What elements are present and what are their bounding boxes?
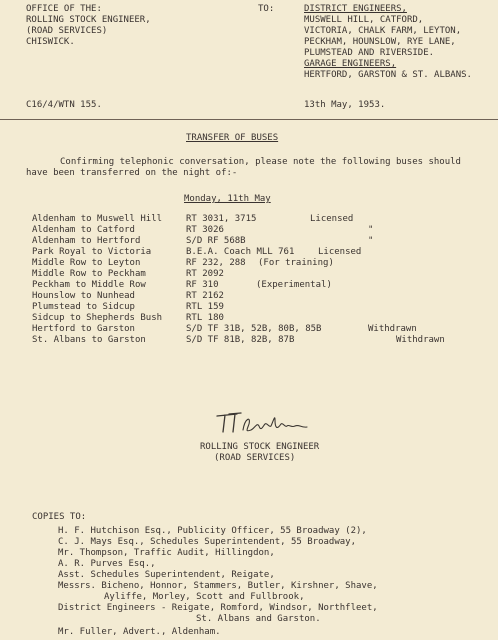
to-label: TO: [258,4,275,14]
transfer-remark: Withdrawn [396,335,445,345]
transfer-route: Park Royal to Victoria [32,247,152,257]
copy-recipient: C. J. Mays Esq., Schedules Superintendent, 55 Broadway, [58,537,357,547]
transfer-note: Licensed [310,214,354,224]
transfer-row [32,324,482,334]
transfer-route: Peckham to Middle Row [32,280,146,290]
transfer-buses: RF 310 [186,280,219,290]
from-line: CHISWICK. [26,37,75,47]
transfer-buses: S/D TF 81B, 82B, 87B [186,335,295,345]
ditto-mark: " [368,225,374,235]
transfer-route: Middle Row to Leyton [32,258,141,268]
memo-date: 13th May, 1953. [304,100,386,110]
transfer-row [32,225,482,235]
body-line: Confirming telephonic conversation, please note the following buses should [60,157,461,167]
transfer-buses: RT 3031, 3715 [186,214,257,224]
transfer-route: St. Albans to Garston [32,335,146,345]
transfer-buses: RT 2092 [186,269,224,279]
transfer-route: Aldenham to Catford [32,225,135,235]
transfer-note: (For training) [258,258,334,268]
copy-recipient: District Engineers - Reigate, Romford, Windsor, Northfleet, [58,603,378,613]
from-line: OFFICE OF THE: [26,4,102,14]
copy-recipient: Asst. Schedules Superintendent, Reigate, [58,570,275,580]
transfer-row [32,291,482,301]
ditto-mark: " [368,236,374,246]
copy-recipient: Mr. Thompson, Traffic Audit, Hillingdon, [58,548,275,558]
transfer-row [32,313,482,323]
transfer-route: Plumstead to Sidcup [32,302,135,312]
copy-recipient: H. F. Hutchison Esq., Publicity Officer, 55 Broadway (2), [58,526,367,536]
transfer-buses: S/D RF 568B [186,236,246,246]
from-line: (ROAD SERVICES) [26,26,108,36]
signatory-department: (ROAD SERVICES) [214,453,296,463]
transfer-route: Sidcup to Shepherds Bush [32,313,163,323]
transfer-row [32,302,482,312]
copies-label: COPIES TO: [32,512,87,522]
subject-heading: TRANSFER OF BUSES [186,133,279,143]
copy-recipient: A. R. Purves Esq., [58,559,156,569]
from-line: ROLLING STOCK ENGINEER, [26,15,151,25]
transfer-buses: RF 232, 288 [186,258,246,268]
copy-recipient: St. Albans and Garston. [196,614,321,624]
transfer-row [32,247,482,257]
header-divider [0,119,498,120]
to-line: PECKHAM, HOUNSLOW, RYE LANE, [304,37,456,47]
transfer-row [32,280,482,290]
transfer-route: Hertford to Garston [32,324,135,334]
transfer-route: Hounslow to Nunhead [32,291,135,301]
copy-recipient: Ayliffe, Morley, Scott and Fullbrook, [104,592,305,602]
copy-recipient: Messrs. Bicheno, Honnor, Stammers, Butler, Kirshner, Shave, [58,581,378,591]
transfer-buses: RT 2162 [186,291,224,301]
body-line: have been transferred on the night of:- [26,168,238,178]
copy-recipient: Mr. Fuller, Advert., Aldenham. [58,627,221,637]
transfer-row [32,214,482,224]
transfer-buses: B.E.A. Coach MLL 761 [186,247,295,257]
transfer-buses: RT 3026 [186,225,224,235]
transfer-route: Aldenham to Muswell Hill [32,214,163,224]
transfer-row [32,269,482,279]
transfer-buses: RTL 159 [186,302,224,312]
to-line: PLUMSTEAD AND RIVERSIDE. [304,48,435,58]
to-line-heading: GARAGE ENGINEERS, [304,59,397,69]
transfer-row [32,236,482,246]
date-heading: Monday, 11th May [184,194,271,204]
to-line: HERTFORD, GARSTON & ST. ALBANS. [304,70,472,80]
to-line-heading: DISTRICT ENGINEERS, [304,4,407,14]
transfer-route: Middle Row to Peckham [32,269,146,279]
transfer-note: Licensed [318,247,362,257]
transfer-remark: Withdrawn [368,324,417,334]
signatory-title: ROLLING STOCK ENGINEER [200,442,320,452]
to-line: VICTORIA, CHALK FARM, LEYTON, [304,26,462,36]
to-line: MUSWELL HILL, CATFORD, [304,15,424,25]
transfer-buses: S/D TF 31B, 52B, 80B, 85B [186,324,322,334]
transfer-row [32,335,482,345]
handwritten-signature [215,410,315,440]
transfer-note: (Experimental) [256,280,332,290]
reference-number: C16/4/WTN 155. [26,100,102,110]
transfer-buses: RTL 180 [186,313,224,323]
transfer-row [32,258,482,268]
transfer-route: Aldenham to Hertford [32,236,141,246]
